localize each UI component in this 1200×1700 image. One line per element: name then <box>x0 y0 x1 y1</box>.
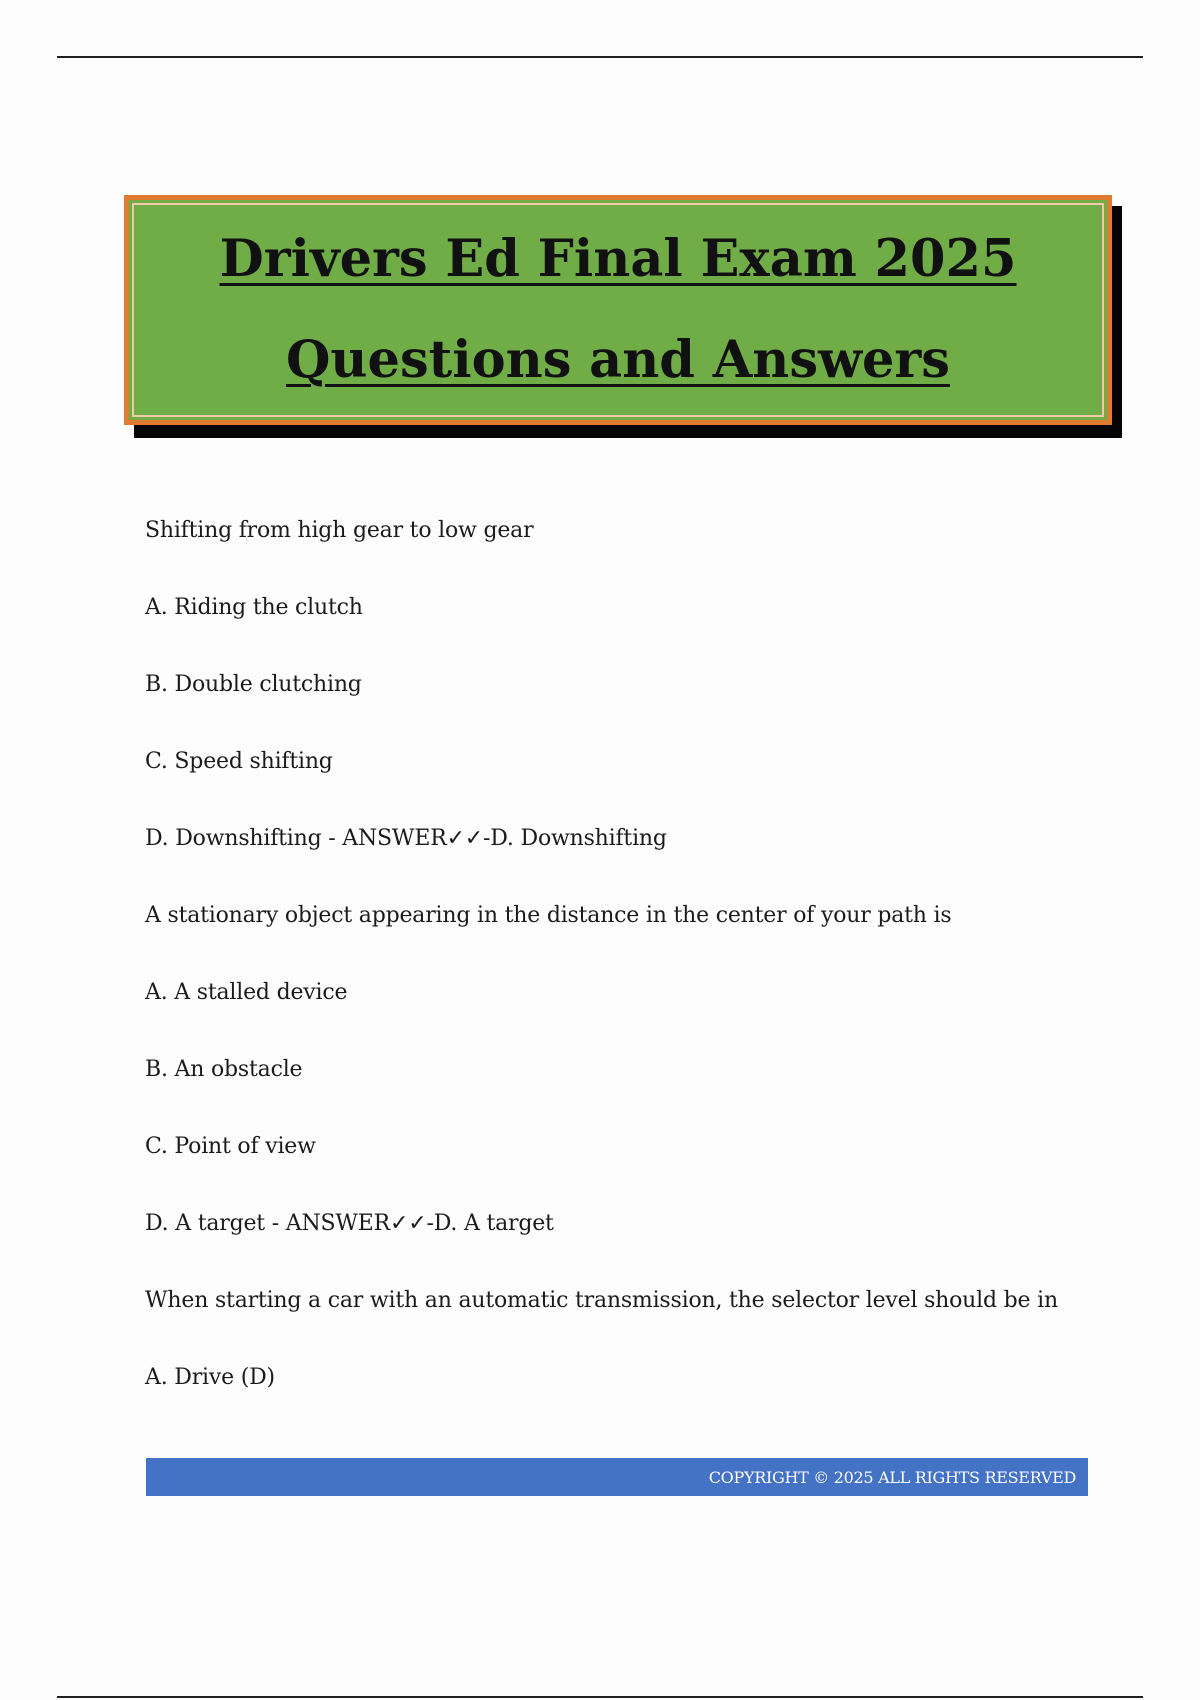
document-title: Drivers Ed Final Exam 2025 <box>219 229 1017 289</box>
double-check-icon: ✓✓ <box>390 1211 427 1236</box>
document-subtitle: Questions and Answers <box>286 330 950 390</box>
footer-rule <box>57 1696 1143 1698</box>
correct-answer: -D. Downshifting <box>483 826 667 851</box>
answer-line <box>145 1208 1085 1240</box>
copyright-text: COPYRIGHT © 2025 ALL RIGHTS RESERVED <box>708 1467 1076 1487</box>
answer-option: A. Drive (D) <box>145 1365 275 1390</box>
question-prompt: Shifting from high gear to low gear <box>145 518 534 543</box>
question-prompt: When starting a car with an automatic transmission, the selector level should be in <box>145 1288 1058 1313</box>
answer-option: C. Point of view <box>145 1134 316 1159</box>
question-list <box>145 515 1085 1394</box>
answer-option: C. Speed shifting <box>145 749 333 774</box>
answer-option: D. A target - ANSWER <box>145 1211 391 1236</box>
correct-answer: -D. A target <box>426 1211 554 1236</box>
question-prompt: A stationary object appearing in the distance in the center of your path is <box>145 903 952 928</box>
header-rule <box>57 56 1143 58</box>
answer-line <box>145 823 1085 855</box>
answer-option: D. Downshifting - ANSWER <box>145 826 447 851</box>
answer-option: A. A stalled device <box>145 980 348 1005</box>
answer-option: A. Riding the clutch <box>145 595 363 620</box>
copyright-bar <box>146 1458 1088 1496</box>
title-banner <box>124 195 1112 425</box>
double-check-icon: ✓✓ <box>446 826 484 851</box>
answer-option: B. Double clutching <box>145 672 362 697</box>
answer-option: B. An obstacle <box>145 1057 303 1082</box>
